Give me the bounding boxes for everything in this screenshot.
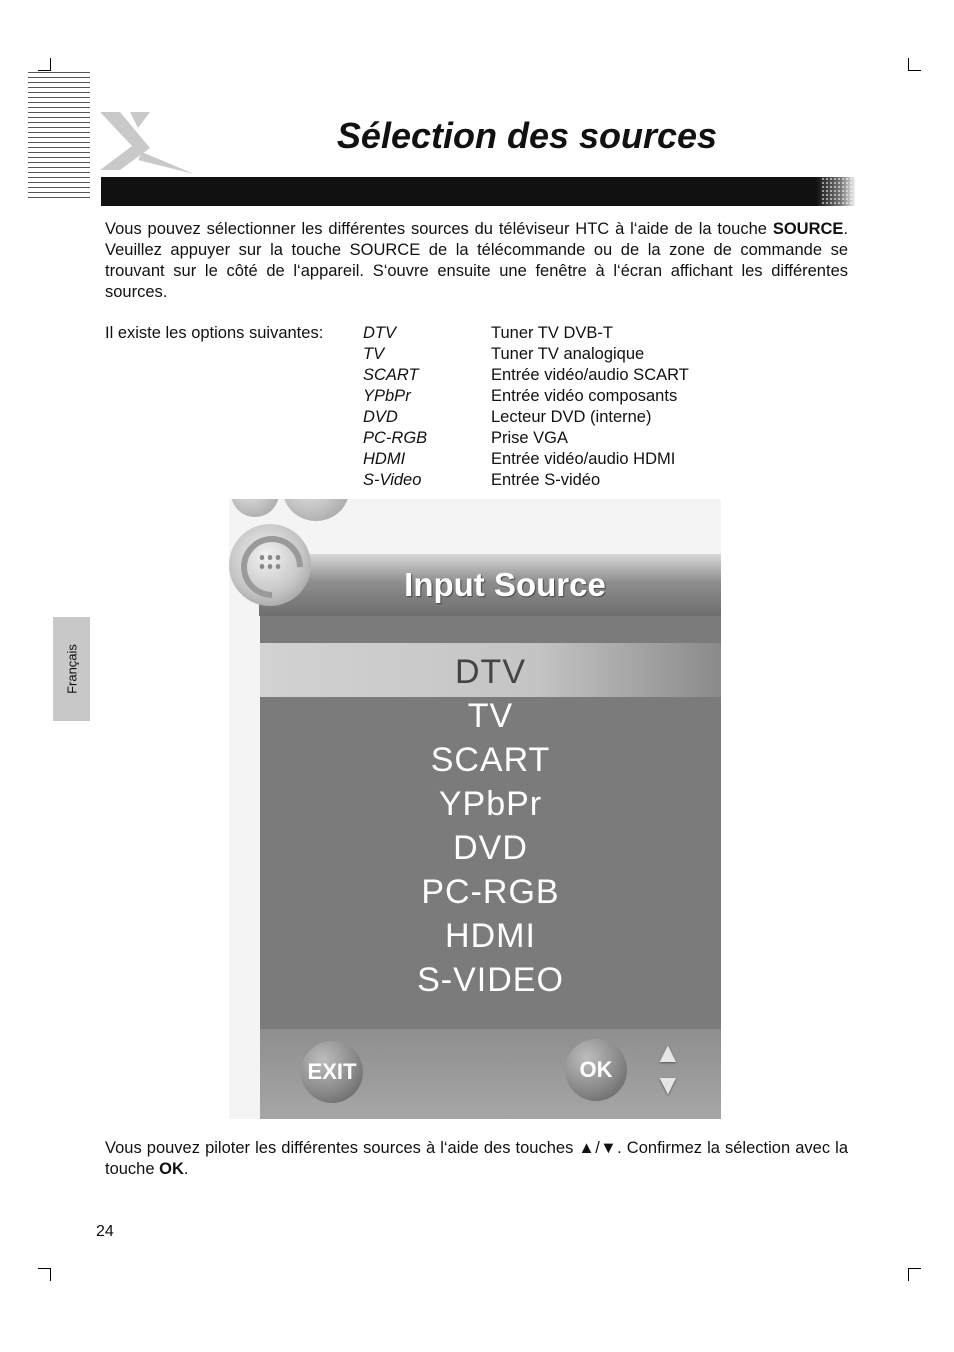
option-name: HDMI bbox=[363, 450, 406, 468]
title-bar-dots bbox=[821, 177, 855, 206]
option-desc: Entrée vidéo/audio SCART bbox=[491, 366, 689, 384]
exit-button[interactable]: EXIT bbox=[301, 1041, 363, 1103]
emblem-connector-pins bbox=[258, 553, 282, 571]
intro-text-2: . Veuillez appuyer sur la touche SOURCE de la télécommande ou de la zone de commande se trouvant sur le côté de l‘appareil. S‘ouvre ensuite une fenêtre à l‘écran affichant les différentes sources. bbox=[105, 220, 848, 301]
option-name: SCART bbox=[363, 366, 419, 384]
source-list bbox=[260, 616, 721, 1029]
source-item-dtv[interactable]: DTV bbox=[455, 653, 526, 691]
option-name: TV bbox=[363, 345, 385, 363]
down-arrow-icon[interactable]: ▼ bbox=[654, 1069, 682, 1100]
source-item-tv[interactable]: TV bbox=[467, 697, 514, 735]
decorative-knob bbox=[231, 499, 279, 517]
crop-mark-bottom-left bbox=[38, 1268, 51, 1281]
option-desc: Tuner TV analogique bbox=[491, 345, 645, 363]
option-desc: Tuner TV DVB-T bbox=[491, 324, 613, 342]
input-source-icon bbox=[229, 524, 311, 606]
option-name: DVD bbox=[363, 408, 398, 426]
up-arrow-icon[interactable]: ▲ bbox=[654, 1037, 682, 1068]
crop-mark-top-left bbox=[38, 58, 51, 71]
option-desc: Prise VGA bbox=[491, 429, 569, 447]
intro-text-1: Vous pouvez sélectionner les différentes sources du téléviseur HTC à l‘aide de la touche bbox=[105, 220, 773, 238]
source-item-scart[interactable]: SCART bbox=[430, 741, 551, 779]
input-source-screenshot bbox=[229, 499, 721, 1119]
crop-mark-bottom-right bbox=[908, 1268, 921, 1281]
source-item-hdmi[interactable]: HDMI bbox=[445, 917, 536, 955]
page-title: Sélection des sources bbox=[336, 115, 718, 156]
option-name: PC-RGB bbox=[363, 429, 428, 447]
option-name: DTV bbox=[363, 324, 396, 342]
option-desc: Entrée vidéo/audio HDMI bbox=[491, 450, 676, 468]
option-desc: Entrée vidéo composants bbox=[491, 387, 678, 405]
options-intro: Il existe les options suivantes: bbox=[105, 324, 324, 342]
title-bar bbox=[101, 177, 855, 206]
intro-text-bold: SOURCE bbox=[772, 220, 844, 238]
closing-text-bold: OK bbox=[159, 1160, 184, 1178]
page-number: 24 bbox=[96, 1223, 114, 1240]
closing-text-2: . bbox=[183, 1160, 189, 1178]
source-item-dvd[interactable]: DVD bbox=[453, 829, 528, 867]
option-desc: Lecteur DVD (interne) bbox=[491, 408, 652, 426]
menu-title: Input Source bbox=[404, 566, 606, 603]
decorative-knob bbox=[283, 499, 349, 521]
closing-paragraph bbox=[105, 1138, 848, 1180]
option-name: YPbPr bbox=[363, 387, 411, 405]
source-item-s-video[interactable]: S-VIDEO bbox=[417, 961, 564, 999]
intro-paragraph bbox=[105, 219, 848, 303]
language-label: Français bbox=[64, 644, 79, 694]
closing-text-1: Vous pouvez piloter les différentes sources à l‘aide des touches ▲/▼. Confirmez la sélection avec la touche bbox=[105, 1139, 848, 1178]
option-desc: Entrée S-vidéo bbox=[491, 471, 601, 489]
crop-mark-top-right bbox=[908, 58, 921, 71]
ok-button[interactable]: OK bbox=[565, 1039, 627, 1101]
language-side-tab bbox=[53, 617, 90, 721]
menu-header bbox=[259, 554, 721, 616]
source-item-pc-rgb[interactable]: PC-RGB bbox=[421, 873, 560, 911]
option-name: S-Video bbox=[363, 471, 422, 489]
source-item-ypbpr[interactable]: YPbPr bbox=[438, 785, 543, 823]
